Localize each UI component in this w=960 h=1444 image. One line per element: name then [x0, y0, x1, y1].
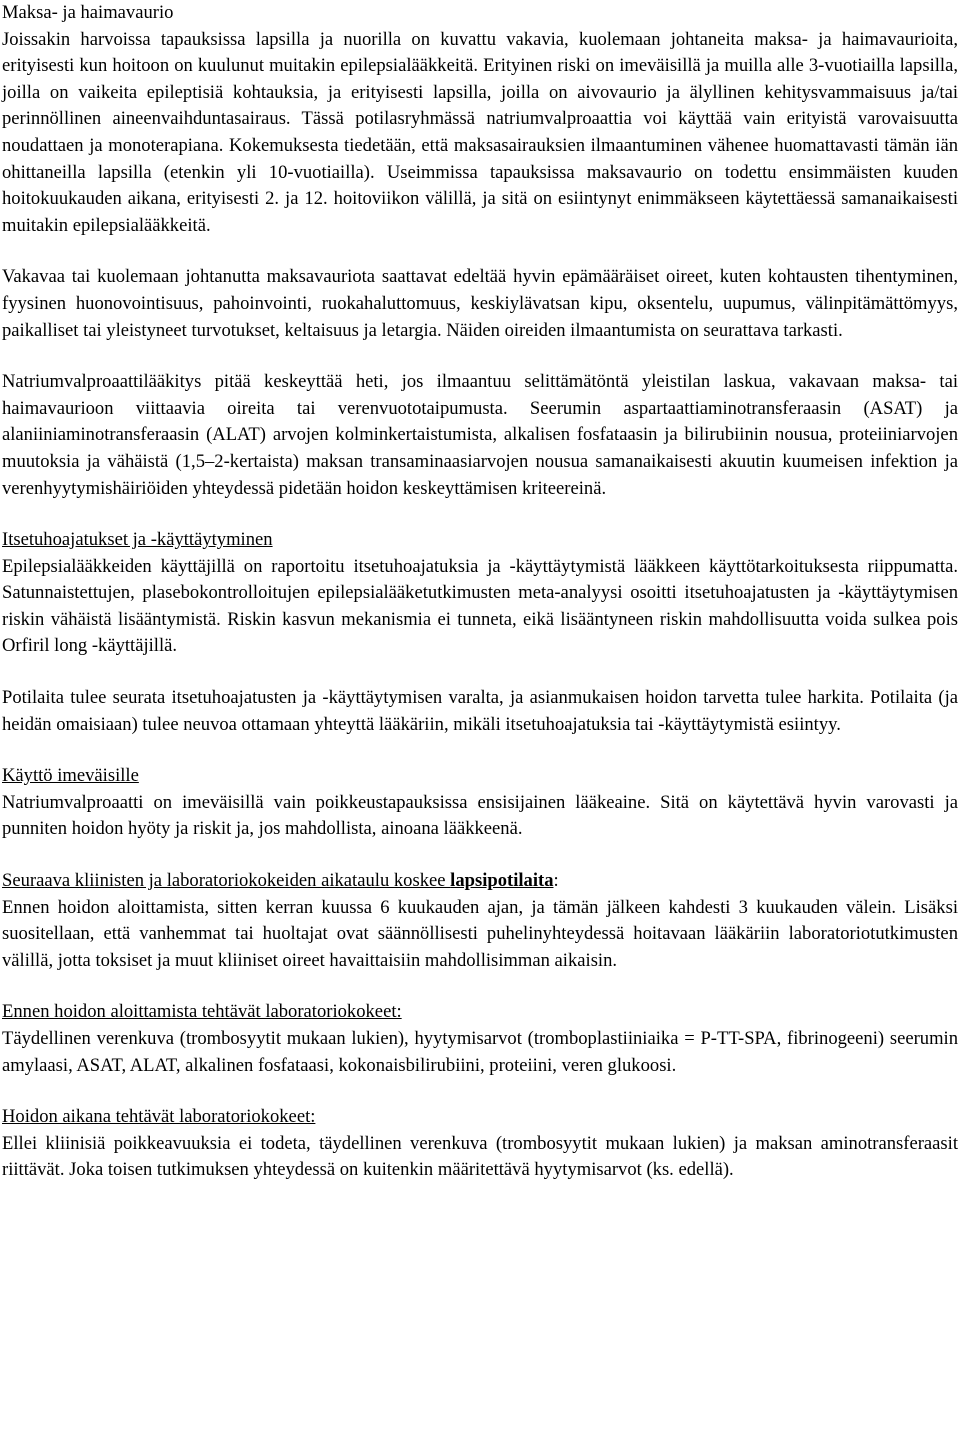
document-page — [2, 0, 958, 1184]
section-monitor — [2, 685, 958, 738]
paragraph: Ennen hoidon aloittamista, sitten kerran kuussa 6 kuukauden ajan, ja tämän jälkeen kahdesti 3 kuukauden välein. Lisäksi suositellaan, että vanhemmat tai huoltajat ovat säännöllisesti puhelinyhteydessä hoitavaan lääkäriin laboratoriotutkimusten välillä, jotta toksiset ja muut kliiniset oireet havaittaisiin mahdollisimman aikaisin. — [2, 896, 958, 971]
section-heading: Itsetuhoajatukset ja -käyttäytyminen — [2, 529, 273, 551]
section-infants — [2, 763, 958, 843]
section-before-treatment — [2, 999, 958, 1079]
paragraph: Natriumvalproaatti on imeväisillä vain poikkeustapauksissa ensisijainen lääkeaine. Sitä on käytettävä hyvin varovasti ja punniten hoidon hyöty ja riskit ja, jos mahdollista, ainoana lääkkeenä. — [2, 791, 958, 840]
section-heading — [2, 868, 958, 895]
section-discontinue — [2, 369, 958, 502]
section-heading: Maksa- ja haimavaurio — [2, 2, 174, 23]
paragraph: Epilepsialääkkeiden käyttäjillä on raportoitu itsetuhoajatuksia ja -käyttäytymistä lääkkeen käyttötarkoituksesta riippumatta. Satunnaistettujen, plasebokontrolloitujen epilepsialääketutkimusten meta-analyysi osoitti itsetuhoajatusten ja -käyttäytymisen riskin vähäistä lisääntymistä. Riskin kasvun mekanismia ei tunneta, eikä lisääntyneen riskin mahdollisuutta voida sulkea pois Orfiril long -käyttäjillä. — [2, 555, 958, 657]
heading-suffix: : — [553, 870, 559, 892]
section-heading: Käyttö imeväisille — [2, 765, 139, 787]
paragraph: Natriumvalproaattilääkitys pitää keskeyttää heti, jos ilmaantuu selittämätöntä yleistilan laskua, vakavaan maksa- tai haimavaurioon viittaavia oireita tai verenvuototaipumusta. Seerumin aspartaattiaminotransferaasin (ASAT) ja alaniiniaminotransferaasin (ALAT) arvojen kolminkertaistumista, alkalisen fosfataasin ja bilirubiinin nousua, proteiiniarvojen muutoksia ja vähäistä (1,5–2-kertaista) maksan transaminaasiarvojen nousua samanaikaisesti akuutin kuumeisen infektion ja verenhyytymishäiriöiden yhteydessä pidetään hoidon keskeyttämisen kriteereinä. — [2, 371, 958, 499]
section-heading: Ennen hoidon aloittamista tehtävät laboratoriokokeet: — [2, 1001, 402, 1023]
paragraph: Ellei kliinisiä poikkeavuuksia ei todeta, täydellinen verenkuva (trombosyytit mukaan lukien) ja maksan aminotransferaasit riittävät. Joka toisen tutkimuksen yhteydessä on kuitenkin määritettävä hyytymisarvot (ks. edellä). — [2, 1132, 958, 1181]
paragraph: Vakavaa tai kuolemaan johtanutta maksavauriota saattavat edeltää hyvin epämääräiset oireet, kuten kohtausten tihentyminen, fyysinen huonovointisuus, pahoinvointi, ruokahaluttomuus, keskiylävatsan kipu, oksentelu, uupumus, välinpitämättömyys, paikalliset tai yleistyneet turvotukset, keltaisuus ja letargia. Näiden oireiden ilmaantumista on seurattava tarkasti. — [2, 266, 958, 341]
section-suicide — [2, 527, 958, 660]
heading-text: Seuraava kliinisten ja laboratoriokokeiden aikataulu koskee — [2, 870, 451, 892]
heading-emphasis: lapsipotilaita — [450, 870, 554, 892]
section-liver — [2, 0, 958, 239]
paragraph: Joissakin harvoissa tapauksissa lapsilla ja nuorilla on kuvattu vakavia, kuolemaan johtaneita maksa- ja haimavaurioita, erityisesti kun hoitoon on kuulunut muitakin epilepsialääkkeitä. Erityinen riski on imeväisillä ja muilla alle 3-vuotiailla lapsilla, joilla on vaikeita epileptisiä kohtauksia, ja erityisesti lapsilla, joilla on aivovaurio ja älyllinen kehitysvammaisuus ja/tai perinnöllinen aineenvaihduntasairaus. Tässä potilasryhmässä natriumvalproaattia voi käyttää vain erityistä varovaisuutta noudattaen ja monoterapiana. Kokemuksesta tiedetään, että maksasairauksien ilmaantuminen vähenee huomattavasti tämän iän ohittaneilla lapsilla (etenkin yli 10-vuotiailla). Useimmissa tapauksissa maksavaurio on todettu ensimmäisten kuuden hoitokuukauden aikana, erityisesti 2. ja 12. hoitoviikon välillä, ja sitä on esiintynyt enimmäkseen käytettäessä samanaikaisesti muitakin epilepsialääkkeitä. — [2, 28, 958, 236]
section-schedule — [2, 868, 958, 974]
paragraph: Täydellinen verenkuva (trombosyytit mukaan lukien), hyytymisarvot (tromboplastiiniaika = P-TT-SPA, fibrinogeeni) seerumin amylaasi, ASAT, ALAT, alkalinen fosfataasi, kokonaisbilirubiini, proteiini, veren glukoosi. — [2, 1028, 958, 1076]
section-during-treatment — [2, 1104, 958, 1184]
paragraph: Potilaita tulee seurata itsetuhoajatusten ja -käyttäytymisen varalta, ja asianmukaisen hoidon tarvetta tulee harkita. Potilaita (ja heidän omaisiaan) tulee neuvoa ottamaan yhteyttä lääkäriin, mikäli itsetuhoajatuksia tai -käyttäytymistä esiintyy. — [2, 687, 958, 735]
section-symptoms — [2, 264, 958, 344]
section-heading: Hoidon aikana tehtävät laboratoriokokeet: — [2, 1106, 316, 1128]
